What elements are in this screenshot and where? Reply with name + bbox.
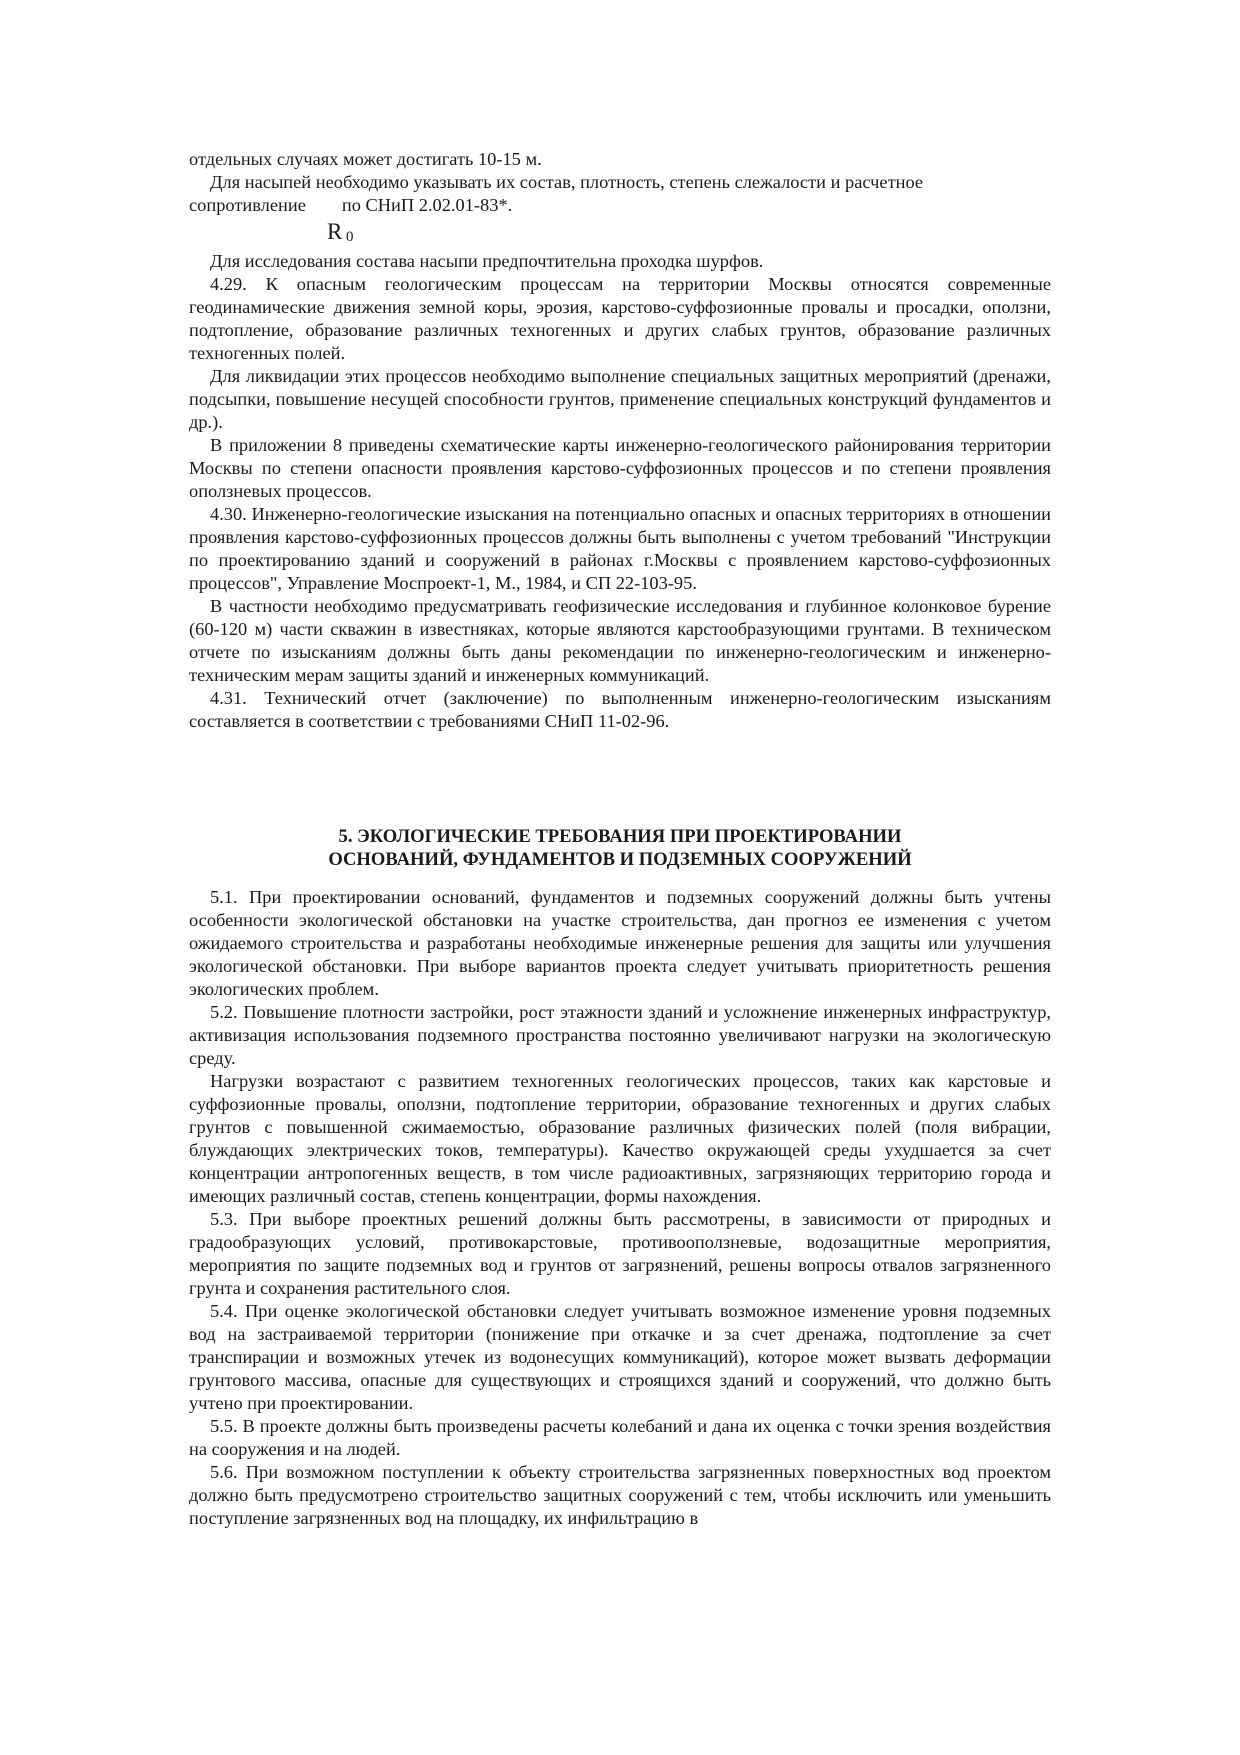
paragraph-4-30: 4.30. Инженерно-геологические изыскания на потенциально опасных и опасных территориях в отношении проявления карстово-суффозионных процессов должны быть выполнены с учетом требований "Инструкции по проектированию зданий и сооружений в районах г.Москвы с проявлением карстово-суффозионных процессов", Управление Моспроект-1, М., 1984, и СП 22-103-95.	[189, 504, 1051, 593]
paragraph-5-5: 5.5. В проекте должны быть произведены расчеты колебаний и дана их оценка с точки зрения воздействия на сооружения и на людей.	[189, 1416, 1051, 1459]
paragraph-fill	[189, 171, 1051, 217]
paragraph-continued: отдельных случаях может достигать 10-15 м.	[189, 149, 542, 169]
paragraph-5-6: 5.6. При возможном поступлении к объекту строительства загрязненных поверхностных вод проектом должно быть предусмотрено строительство защитных сооружений с тем, чтобы исключить или уменьшить поступление загрязненных вод на площадку, их инфильтрацию в	[189, 1462, 1051, 1528]
paragraph-5-4: 5.4. При оценке экологической обстановки следует учитывать возможное изменение уровня подземных вод на застраиваемой территории (понижение при откачке и за счет дренажа, подтопление за счет транспирации и возможных утечек из водонесущих коммуникаций), которое может вызвать деформации грунтового массива, опасные для существующих и строящихся зданий и сооружений, что должно быть учтено при проектировании.	[189, 1301, 1051, 1413]
paragraph-4-29: 4.29. К опасным геологическим процессам на территории Москвы относятся современные геодинамические движения земной коры, эрозия, карстово-суффозионные провалы и просадки, оползни, подтопление, образование различных техногенных и других слабых грунтов, образование различных техногенных полей.	[189, 274, 1051, 363]
formula-r0	[189, 217, 1051, 250]
paragraph-pits: Для исследования состава насыпи предпочтительна проходка шурфов.	[210, 251, 764, 271]
section-5-heading-line2: ОСНОВАНИЙ, ФУНДАМЕНТОВ И ПОДЗЕМНЫХ СООРУЖЕНИЙ	[328, 849, 912, 870]
formula-subscript: 0	[346, 229, 354, 245]
paragraph-liquidation: Для ликвидации этих процессов необходимо выполнение специальных защитных мероприятий (дренажи, подсыпки, повышение несущей способности грунтов, применение специальных конструкций фундаментов и др.).	[189, 366, 1051, 432]
resistance-word: сопротивление	[189, 195, 306, 215]
section-5-heading	[189, 825, 1051, 871]
paragraph-5-3: 5.3. При выборе проектных решений должны быть рассмотрены, в зависимости от природных и градообразующих условий, противокарстовые, противооползневые, водозащитные мероприятия, мероприятия по защите подземных вод и грунтов от загрязнений, решены вопросы отвалов загрязненного грунта и сохранения растительного слоя.	[189, 1209, 1051, 1298]
paragraph-geophysics: В частности необходимо предусматривать геофизические исследования и глубинное колонковое бурение (60-120 м) части скважин в известняках, которые являются карстообразующими грунтами. В техническом отчете по изысканиям должны быть даны рекомендации по инженерно-геологическим и инженерно-техническим мерам защиты зданий и инженерных коммуникаций.	[189, 596, 1051, 685]
section-5-heading-line1: 5. ЭКОЛОГИЧЕСКИЕ ТРЕБОВАНИЯ ПРИ ПРОЕКТИРОВАНИИ	[338, 826, 902, 847]
paragraph-loads: Нагрузки возрастают с развитием техногенных геологических процессов, таких как карстовые и суффозионные провалы, оползни, подтопление территории, образование техногенных и других слабых грунтов с повышенной сжимаемостью, образование различных физических полей (поля вибрации, блуждающих электрических токов, температуры). Качество окружающей среды ухудшается за счет концентрации антропогенных веществ, в том числе радиоактивных, загрязняющих территорию города и имеющих различный состав, степень концентрации, формы нахождения.	[189, 1071, 1051, 1206]
paragraph-5-2: 5.2. Повышение плотности застройки, рост этажности зданий и усложнение инженерных инфраструктур, активизация использования подземного пространства постоянно увеличивают нагрузки на экологическую среду.	[189, 1002, 1051, 1068]
paragraph-fill-line2	[189, 194, 1051, 217]
snip-reference: по СНиП 2.02.01-83*.	[341, 195, 513, 215]
formula-symbol: R	[327, 219, 343, 244]
paragraph-fill-line1: Для насыпей необходимо указывать их состав, плотность, степень слежалости и расчетное	[210, 172, 924, 192]
paragraph-5-1: 5.1. При проектировании оснований, фундаментов и подземных сооружений должны быть учтены особенности экологической обстановки на участке строительства, дан прогноз ее изменения с учетом ожидаемого строительства и разработаны необходимые инженерные решения для защиты или улучшения экологической обстановки. При выборе вариантов проекта следует учитывать приоритетность решения экологических проблем.	[189, 887, 1051, 999]
section-spacer	[189, 733, 1051, 825]
paragraph-appendix-8: В приложении 8 приведены схематические карты инженерно-геологического районирования территории Москвы по степени опасности проявления карстово-суффозионных процессов и по степени проявления оползневых процессов.	[189, 435, 1051, 501]
paragraph-4-31: 4.31. Технический отчет (заключение) по выполненным инженерно-геологическим изысканиям составляется в соответствии с требованиями СНиП 11-02-96.	[189, 688, 1051, 731]
document-page	[189, 148, 1051, 1530]
